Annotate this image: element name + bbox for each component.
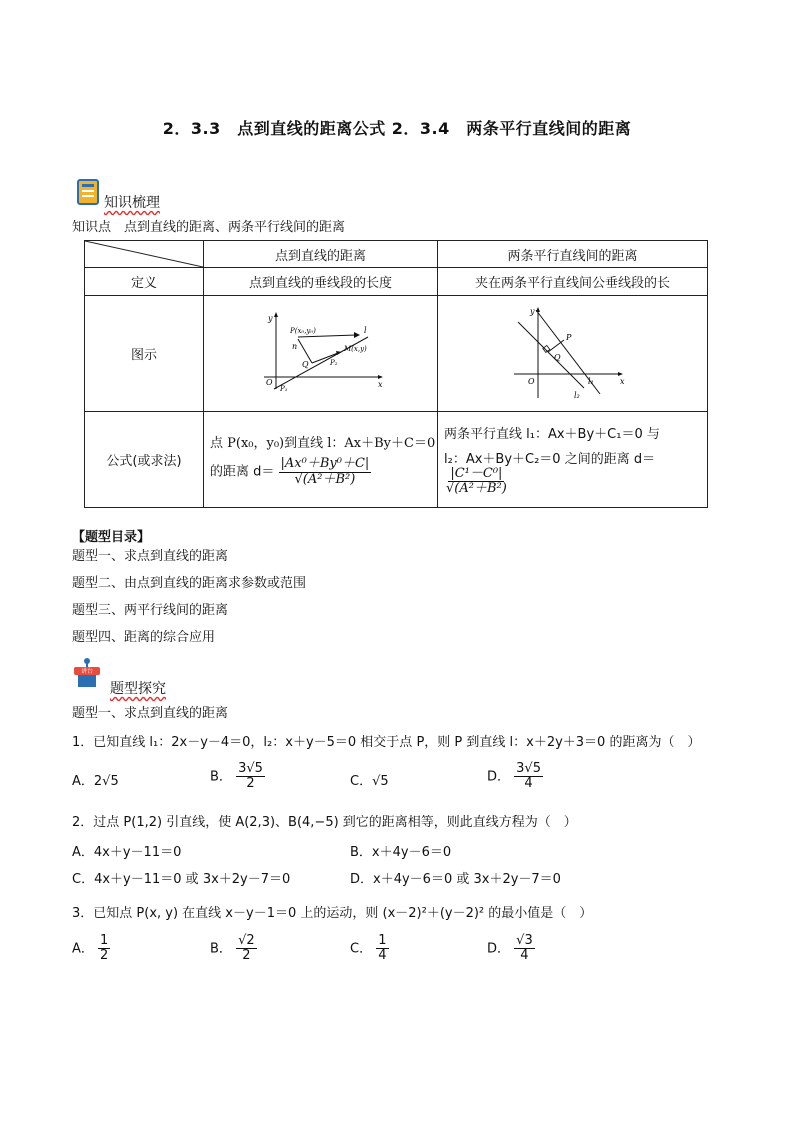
fig1-n-label: n (291, 341, 297, 351)
formula2-line1: 两条平行直线 l₁：Ax＋By＋C₁＝0 与 (444, 426, 660, 442)
figure-point-to-line (256, 309, 386, 395)
formula1-denominator: √(A²＋B²) (294, 471, 356, 487)
row-label-definition: 定义 (85, 268, 204, 296)
fig1-m-label: M(x,y) (343, 344, 367, 353)
q3-b-den: 2 (242, 948, 251, 964)
q3-option-a-prefix: A． (72, 941, 94, 957)
formula1-numerator: |Ax⁰＋By⁰＋C| (280, 456, 370, 472)
type1-heading: 题型一、求点到直线的距离 (72, 706, 229, 721)
podium-icon-text: 讲台 (81, 668, 94, 675)
formula1-fraction (279, 457, 372, 487)
catalog-item-3: 题型三、两平行线间的距离 (72, 603, 229, 618)
q1-option-d-prefix: D． (487, 769, 511, 785)
knowledge-table (84, 240, 708, 508)
definition-parallel-lines: 夹在两条平行直线间公垂线段的长 (438, 268, 708, 296)
fig1-q-label: Q (301, 359, 309, 369)
q1-option-b-fraction (236, 762, 265, 792)
catalog-header: 【题型目录】 (72, 530, 151, 545)
q3-option-d-prefix: D． (487, 941, 511, 957)
q3-option-a (72, 934, 110, 964)
formula-parallel-lines (438, 412, 708, 508)
knowledge-point: 知识点 点到直线的距离、两条平行线间的距离 (72, 220, 346, 235)
fig1-l-label: l (363, 325, 367, 335)
q1-b-num: 3√5 (238, 761, 263, 776)
q2-option-b: B．x＋4y－6＝0 (350, 845, 452, 860)
formula1-line1: 点 P(x₀，y₀)到直线 l：Ax＋By＋C＝0 (210, 436, 436, 452)
q3-c-den: 4 (378, 948, 387, 964)
fig2-l2-label: l₂ (573, 390, 580, 400)
q3-option-a-fraction (98, 934, 110, 964)
q2-stem: 2．过点 P(1,2) 引直线，使 A(2,3)、B(4,−5) 到它的距离相等，则此直线方程为（ ） (72, 815, 577, 830)
q1-d-den: 4 (524, 776, 533, 792)
fig1-p2-label: P₂ (329, 358, 338, 367)
q3-a-den: 2 (100, 948, 109, 964)
row-label-figure: 图示 (85, 296, 204, 412)
fig2-x-label: x (619, 376, 625, 386)
q2-option-a: A．4x＋y－11＝0 (72, 845, 182, 860)
q1-option-d-fraction (514, 762, 543, 792)
q3-d-num: √3 (516, 933, 533, 948)
figure-parallel-cell (438, 296, 708, 412)
q1-option-c: C．√5 (350, 774, 389, 789)
fig2-origin-label: O (527, 376, 535, 386)
q1-option-d (487, 762, 543, 792)
q3-option-d (487, 934, 535, 964)
q3-option-d-fraction (514, 934, 535, 964)
q1-d-num: 3√5 (516, 761, 541, 776)
fig1-p1-label: P₁ (279, 384, 288, 393)
q1-option-b (210, 762, 265, 792)
q3-option-b-fraction (236, 934, 257, 964)
fig1-y-label: y (267, 313, 273, 323)
formula1-prefix: 的距离 d＝ (210, 464, 275, 480)
diagonal-header-cell (85, 241, 204, 268)
definition-point-line: 点到直线的垂线段的长度 (204, 268, 438, 296)
fig2-y-label: y (529, 306, 535, 316)
q3-d-den: 4 (520, 948, 529, 964)
catalog-item-2: 题型二、由点到直线的距离求参数或范围 (72, 576, 307, 591)
book-icon (76, 178, 100, 210)
q1-stem: 1．已知直线 l₁：2x－y－4＝0，l₂：x＋y－5＝0 相交于点 P，则 P 到直线 l：x＋2y＋3＝0 的距离为（ ） (72, 735, 701, 750)
q3-option-c-prefix: C． (350, 941, 373, 957)
podium-icon (72, 657, 102, 693)
q3-b-num: √2 (238, 933, 255, 948)
q1-option-b-prefix: B． (210, 769, 232, 785)
fig1-p-label: P(x₀,y₀) (289, 326, 316, 335)
q3-option-c (350, 934, 389, 964)
fig2-q-label: Q (553, 352, 561, 362)
fig2-p-label: P (565, 332, 571, 342)
page-title: 2．3.3 点到直线的距离公式 2．3.4 两条平行直线间的距离 (162, 119, 632, 138)
q3-stem: 3．已知点 P(x, y) 在直线 x－y－1＝0 上的运动，则 (x－2)²＋(y－2)² 的最小值是（ ） (72, 906, 593, 921)
catalog-item-1: 题型一、求点到直线的距离 (72, 549, 229, 564)
fig1-x-label: x (377, 379, 383, 389)
q2-option-c: C．4x＋y－11＝0 或 3x＋2y－7＝0 (72, 872, 291, 887)
q3-c-num: 1 (378, 933, 387, 948)
figure-point-line-cell (204, 296, 438, 412)
formula-point-line (204, 412, 438, 508)
row-label-formula: 公式(或求法) (85, 412, 204, 508)
q3-a-num: 1 (100, 933, 109, 948)
section-explore-title: 题型探究 (110, 681, 166, 697)
fig2-l1-label: l₁ (587, 376, 594, 386)
col-header-parallel-lines: 两条平行直线间的距离 (438, 241, 708, 268)
figure-parallel-lines (508, 304, 638, 400)
q1-option-a: A．2√5 (72, 774, 119, 789)
catalog-item-4: 题型四、距离的综合应用 (72, 630, 216, 645)
q3-option-b (210, 934, 257, 964)
formula2-numerator: |C¹－C⁰| (450, 465, 503, 481)
q3-option-c-fraction (376, 934, 388, 964)
q2-option-d: D．x＋4y－6＝0 或 3x＋2y－7＝0 (350, 872, 561, 887)
formula2-fraction (444, 467, 509, 497)
formula2-prefix: l₂：Ax＋By＋C₂＝0 之间的距离 d＝ (444, 451, 656, 467)
q3-option-b-prefix: B． (210, 941, 232, 957)
q1-b-den: 2 (246, 776, 255, 792)
section-knowledge-title: 知识梳理 (104, 195, 160, 211)
formula2-denominator: √(A²＋B²) (446, 481, 507, 496)
fig1-origin-label: O (265, 377, 273, 387)
col-header-point-line: 点到直线的距离 (204, 241, 438, 268)
